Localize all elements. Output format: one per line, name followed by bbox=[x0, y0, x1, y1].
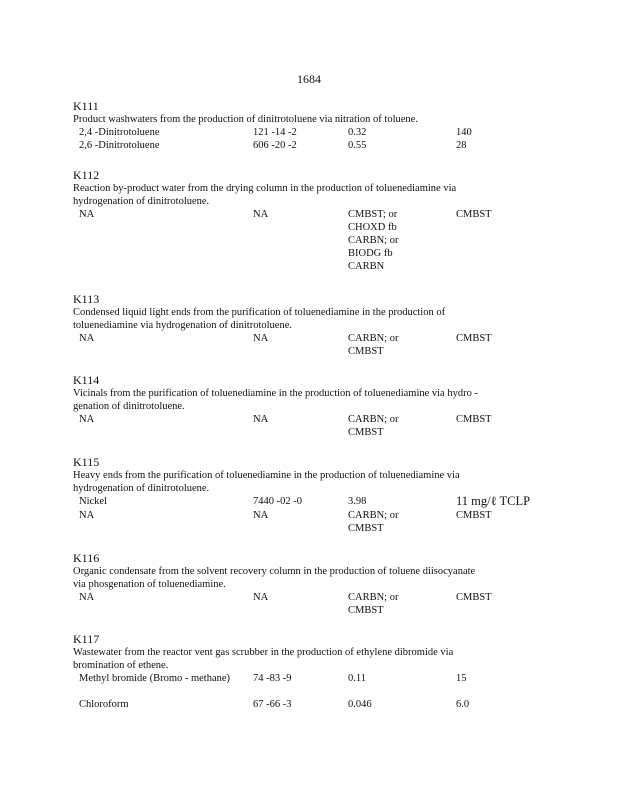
wastewater-standard bbox=[348, 332, 398, 358]
wastewater-standard bbox=[348, 413, 398, 439]
waste-code: K114 bbox=[73, 373, 100, 387]
technology-code: CARBN; or bbox=[348, 333, 399, 344]
waste-description: Heavy ends from the purification of toluenediamine in the production of toluenediamine via bbox=[73, 470, 460, 481]
waste-description: toluenediamine via hydrogenation of dinitrotoluene. bbox=[73, 320, 292, 331]
table-row bbox=[73, 139, 543, 152]
technology-code: CARBN; or bbox=[348, 235, 399, 246]
wastewater-standard bbox=[348, 509, 398, 535]
waste-description: hydrogenation of dinitrotoluene. bbox=[73, 483, 210, 494]
wastewater-standard: 0.55 bbox=[348, 140, 367, 151]
wastewater-standard: 0.046 bbox=[348, 699, 372, 710]
constituent-name: Methyl bromide (Bromo - methane) bbox=[79, 673, 231, 684]
nonwastewater-standard: CMBST bbox=[456, 592, 492, 603]
table-row bbox=[73, 509, 543, 535]
table-row bbox=[73, 495, 543, 509]
table-row bbox=[73, 126, 543, 139]
technology-code: CMBST; or bbox=[348, 209, 398, 220]
wastewater-standard: 0.32 bbox=[348, 127, 367, 138]
waste-description: hydrogenation of dinitrotoluene. bbox=[73, 196, 210, 207]
entry-k111 bbox=[73, 99, 543, 152]
constituent-name: NA bbox=[79, 592, 95, 603]
table-row bbox=[73, 413, 543, 439]
nonwastewater-standard: CMBST bbox=[456, 414, 492, 425]
waste-code: K112 bbox=[73, 168, 100, 182]
nonwastewater-standard: 6.0 bbox=[456, 699, 470, 710]
waste-description: genation of dinitrotoluene. bbox=[73, 401, 185, 412]
technology-code: CHOXD fb bbox=[348, 222, 397, 233]
technology-code: BIODG fb bbox=[348, 248, 393, 259]
constituent-name: NA bbox=[79, 510, 95, 521]
technology-code: CARBN; or bbox=[348, 592, 399, 603]
entry-k114 bbox=[73, 373, 543, 439]
table-row bbox=[73, 208, 543, 274]
technology-code: CARBN; or bbox=[348, 510, 399, 521]
nonwastewater-standard: 15 bbox=[456, 673, 467, 684]
nonwastewater-standard: CMBST bbox=[456, 333, 492, 344]
constituent-name: 2,6 -Dinitrotoluene bbox=[79, 140, 160, 151]
technology-code: CMBST bbox=[348, 523, 384, 534]
waste-code: K111 bbox=[73, 99, 99, 113]
constituent-name: NA bbox=[79, 414, 95, 425]
table-row bbox=[73, 698, 543, 711]
cas-number: 74 -83 -9 bbox=[253, 673, 292, 684]
cas-number: NA bbox=[253, 209, 269, 220]
nonwastewater-standard: 140 bbox=[456, 127, 472, 138]
constituent-name: NA bbox=[79, 209, 95, 220]
table-row bbox=[73, 591, 543, 617]
cas-number: NA bbox=[253, 333, 269, 344]
entry-k117 bbox=[73, 632, 543, 711]
waste-description: bromination of ethene. bbox=[73, 660, 169, 671]
waste-description: Vicinals from the purification of toluenediamine in the production of toluenediamine via hydro - bbox=[73, 388, 478, 399]
waste-description: Product washwaters from the production of dinitrotoluene via nitration of toluene. bbox=[73, 114, 418, 125]
wastewater-standard: 0.11 bbox=[348, 673, 366, 684]
constituent-name: Chloroform bbox=[79, 699, 129, 710]
waste-code: K113 bbox=[73, 292, 100, 306]
entry-k113 bbox=[73, 292, 543, 358]
cas-number: 121 -14 -2 bbox=[253, 127, 297, 138]
wastewater-standard bbox=[348, 208, 398, 273]
waste-code: K116 bbox=[73, 551, 100, 565]
waste-description: Organic condensate from the solvent recovery column in the production of toluene diisocyanate bbox=[73, 566, 476, 577]
cas-number: 7440 -02 -0 bbox=[253, 496, 302, 507]
waste-description: Reaction by-product water from the drying column in the production of toluenediamine via bbox=[73, 183, 457, 194]
technology-code: CMBST bbox=[348, 605, 384, 616]
technology-code: CARBN bbox=[348, 261, 385, 272]
technology-code: CMBST bbox=[348, 346, 384, 357]
waste-code: K115 bbox=[73, 455, 100, 469]
technology-code: CMBST bbox=[348, 427, 384, 438]
cas-number: NA bbox=[253, 592, 269, 603]
wastewater-standard: 3.98 bbox=[348, 496, 367, 507]
nonwastewater-standard: 28 bbox=[456, 140, 467, 151]
entry-k115 bbox=[73, 455, 543, 535]
page-number: 1684 bbox=[297, 72, 321, 86]
entry-k112 bbox=[73, 168, 543, 274]
cas-number: 67 -66 -3 bbox=[253, 699, 292, 710]
cas-number: NA bbox=[253, 510, 269, 521]
table-row bbox=[73, 672, 543, 698]
cas-number: 606 -20 -2 bbox=[253, 140, 297, 151]
constituent-name: NA bbox=[79, 333, 95, 344]
constituent-name: Nickel bbox=[79, 496, 107, 507]
nonwastewater-standard: 11 mg/ℓ TCLP bbox=[456, 494, 531, 508]
nonwastewater-standard: CMBST bbox=[456, 209, 492, 220]
waste-code: K117 bbox=[73, 632, 100, 646]
table-row bbox=[73, 332, 543, 358]
waste-description: Condensed liquid light ends from the purification of toluenediamine in the production of bbox=[73, 307, 446, 318]
cas-number: NA bbox=[253, 414, 269, 425]
nonwastewater-standard: CMBST bbox=[456, 510, 492, 521]
constituent-name: 2,4 -Dinitrotoluene bbox=[79, 127, 160, 138]
waste-description: Wastewater from the reactor vent gas scrubber in the production of ethylene dibromide via bbox=[73, 647, 454, 658]
waste-description: via phosgenation of toluenediamine. bbox=[73, 579, 226, 590]
entry-k116 bbox=[73, 551, 543, 617]
technology-code: CARBN; or bbox=[348, 414, 399, 425]
wastewater-standard bbox=[348, 591, 398, 617]
